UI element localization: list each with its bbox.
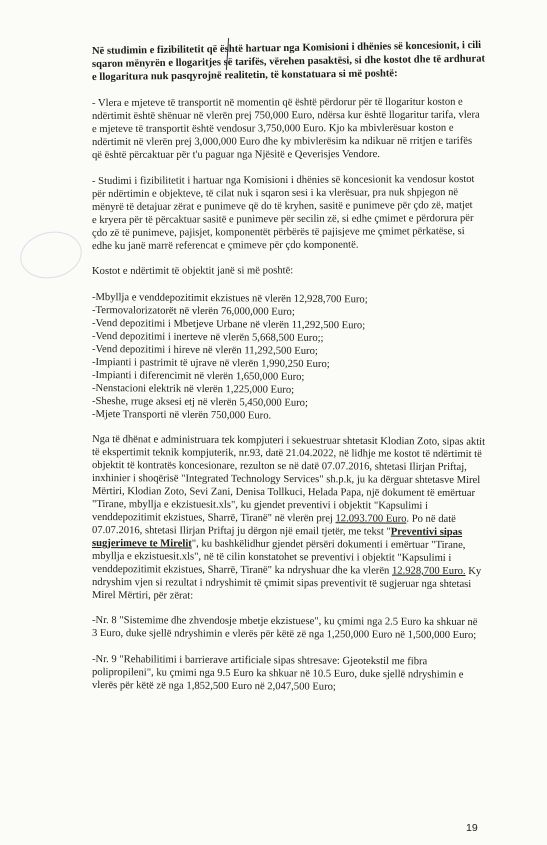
text-segment: mbyllja e ekzistuesit.xls", në të cilin konstatohet se preventivi i objektit "Kapsulimi i bbox=[91, 551, 452, 564]
text-line bbox=[92, 136, 472, 149]
text-line bbox=[92, 226, 465, 240]
text-line bbox=[92, 318, 365, 332]
text-line bbox=[92, 628, 476, 642]
text-segment: Mirel Mërtiri, për zërat: bbox=[91, 590, 194, 602]
text-segment: -Nr. 9 "Rehabilitimi i barrierave artificiale sipas shtresave: Gjeotekstil me fibra bbox=[91, 654, 428, 668]
emphasis-segment: sugjerimeve te Mirelit bbox=[91, 538, 192, 550]
text-line bbox=[92, 564, 481, 578]
text-segment: -Vend depozitimi i hireve në vlerën 11,292,500 Euro; bbox=[91, 344, 318, 357]
text-line bbox=[92, 460, 467, 474]
text-line bbox=[92, 331, 324, 345]
text-segment: polipropileni", ku çmimi nga 9.5 Euro ka shkuar në 10.5 Euro, duke sjellë ndryshimin e bbox=[91, 667, 464, 681]
text-segment: për ndërtimin e objekteve, të cilat nuk i sqaron sesi i ka vlerësuar, pra nuk shpjegon në bbox=[91, 187, 459, 200]
text-segment: mënyrë të detajuar zërat e punimeve që do të kryhen, sasitë e punimeve për çdo zë, matjet bbox=[91, 200, 473, 213]
text-line bbox=[92, 447, 482, 461]
text-segment: -Vend depozitimi i inerteve në vlerën 5,668,500 Euro;; bbox=[91, 331, 324, 345]
text-line bbox=[92, 200, 473, 214]
text-segment: -Sheshe, rruge aksesi etj në vlerën 5,450,000 Euro; bbox=[91, 396, 308, 409]
text-line bbox=[92, 357, 330, 371]
text-line bbox=[92, 344, 318, 358]
text-line bbox=[92, 654, 427, 668]
text-segment: inxhinier i shoqërisë "Integrated Technology Services" sh.p.k, ju ka dërguar shtetasve Mirel bbox=[91, 473, 481, 487]
text-line bbox=[92, 486, 475, 500]
text-line bbox=[92, 174, 475, 188]
text-line bbox=[92, 240, 359, 253]
emphasis-segment: Preventivi sipas bbox=[390, 526, 463, 538]
text-segment: 07.07.2016, shtetasi Ilirjan Priftaj ju dërgon një email tjetër, me tekst " bbox=[91, 525, 391, 538]
text-line bbox=[92, 265, 293, 278]
text-segment: edhe ku janë marrë referencat e çmimeve për çdo komponentë. bbox=[91, 239, 359, 252]
text-line bbox=[92, 409, 271, 423]
text-segment: e kryera për të përcaktuar sasitë e punimeve për secilin zë, si edhe çmimet e përdorura për bbox=[91, 213, 474, 226]
text-segment: Mërtiri, Klodian Zoto, Sevi Zani, Denisa Tollkuci, Helada Papa, një dokument të emërtuar bbox=[91, 486, 476, 500]
text-segment: sqaron mënyrën e llogaritjes së tarifës, vërehen pasaktësi, si dhe kostot dhe të ardhurat bbox=[91, 53, 486, 70]
text-segment: -Mjete Transporti në vlerën 750,000 Euro. bbox=[91, 409, 272, 422]
text-segment: e llogaritura nuk pasqyrojnë realitetin, të konstatuara si më poshtë: bbox=[91, 68, 398, 83]
text-segment: vlerës për këtë zë nga 1,852,500 Euro në 2,047,500 Euro; bbox=[91, 680, 336, 693]
text-line bbox=[92, 525, 462, 539]
text-line bbox=[92, 680, 336, 694]
text-segment: . Po në datë bbox=[406, 513, 456, 525]
text-line bbox=[92, 68, 398, 84]
text-segment: ", ku bashkëlidhur gjendet përsëri dokumenti i emërtuar "Tirane, bbox=[191, 538, 466, 551]
text-line bbox=[92, 615, 478, 629]
page-number: 19 bbox=[466, 822, 478, 834]
text-segment: 3 Euro, duke sjellë ndryshimin e vlerës për këtë zë nga 1,250,000 Euro në 1,500,000 Euro; bbox=[91, 628, 477, 642]
text-segment: -Vend depozitimi i Mbetjeve Urbane në vlerën 11,292,500 Euro; bbox=[91, 318, 366, 332]
text-segment: -Impianti i pastrimit të ujrave në vlerën 1,990,250 Euro; bbox=[91, 357, 330, 371]
text-segment: Në studimin e fizibilitetit që është hartuar nga Komisioni i dhënies së koncesionit, i cili bbox=[91, 39, 482, 57]
text-segment: -Nr. 8 "Sistemime dhe zhvendosje mbetje ekzistuese", ku çmimi nga 2.5 Euro ka shkuar në bbox=[91, 615, 478, 629]
text-line bbox=[92, 499, 428, 513]
text-line bbox=[92, 396, 308, 410]
text-line bbox=[92, 187, 458, 201]
emphasis-segment: 12.093.700 Euro bbox=[335, 513, 407, 525]
text-segment: -Nenstacioni elektrik në vlerën 1,225,000 Euro; bbox=[91, 383, 295, 396]
text-line bbox=[92, 305, 295, 319]
text-segment: ndryshim vjen si rezultat i ndryshimit të çmimit sipas preventivit të sugjeruar nga shtetasi bbox=[91, 577, 472, 590]
text-line bbox=[92, 149, 380, 162]
text-line bbox=[92, 292, 368, 306]
text-segment: venddepozitimit ekzistues, Sharrë, Tiranë" në vlerën prej bbox=[91, 512, 336, 525]
text-line bbox=[92, 213, 474, 227]
text-segment: "Tirane, mbyllja e ekzistuesit.xls", ku gjendet preventivi i objektit "Kapsulimi i bbox=[91, 499, 428, 512]
emphasis-segment: 12.928,700 Euro. bbox=[391, 565, 466, 577]
text-segment: objektit të kontratës koncesionare, rezulton se në datë 07.07.2016, shtetasi Ilirjan Priftaj, bbox=[91, 460, 467, 473]
text-segment: ndërtimit në vlerën prej 3,000,000 Euro dhe ky mbivlerësim ka ndikuar në rritjen e tarifës bbox=[91, 135, 473, 148]
text-line bbox=[92, 577, 471, 591]
text-segment: Nga të dhënat e administruara tek kompjuteri i sekuestruar shtetasit Klodian Zoto, sipas aktit bbox=[91, 434, 486, 448]
text-segment: e mjeteve të transportit është vendosur 3,750,000 Euro. Kjo ka mbivlerësuar koston e bbox=[91, 122, 454, 135]
text-line bbox=[92, 590, 193, 603]
text-segment: çdo zë të punimeve, pajisjet, komponentët përbërës të pajisjeve me çmimet përkatëse, si bbox=[91, 226, 465, 239]
text-segment: që është përcaktuar për t'u paguar nga Njësitë e Qeverisjes Vendore. bbox=[91, 148, 380, 161]
text-line bbox=[92, 383, 294, 397]
text-segment: -Impianti i diferencimit në vlerën 1,650,000 Euro; bbox=[91, 370, 305, 383]
text-line bbox=[92, 110, 480, 123]
text-line bbox=[92, 370, 305, 384]
text-segment: ndërtimit është shënuar në vlerën prej 750,000 Euro, ndërsa kur është llogaritur tarifa, vlera bbox=[91, 109, 480, 122]
text-segment: Ky bbox=[465, 565, 482, 578]
text-segment: të ekspertimit teknik kompjuterik, nr.93, datë 21.04.2022, në lidhje me kostot të ndërtimit të bbox=[91, 447, 482, 461]
text-line bbox=[92, 123, 454, 136]
text-segment: -Mbyllja e venddepozitimit ekzistues në vlerën 12,928,700 Euro; bbox=[91, 292, 368, 306]
faded-stamp bbox=[16, 226, 86, 284]
text-segment: Kostot e ndërtimit të objektit janë si më poshtë: bbox=[91, 265, 294, 277]
text-line bbox=[92, 512, 456, 526]
text-line bbox=[92, 473, 480, 487]
text-line bbox=[92, 97, 463, 110]
text-segment: - Vlera e mjeteve të transportit në momentin që është përdorur për të llogaritur koston e bbox=[91, 96, 463, 109]
text-segment: - Studimi i fizibilitetit i hartuar nga Komisioni i dhënies së koncesionit ka vendosur kostot bbox=[91, 173, 475, 187]
text-line bbox=[92, 538, 465, 552]
text-segment: -Termovalorizatorët në vlerën 76,000,000 Euro; bbox=[91, 305, 295, 318]
text-segment: venddepozitimit ekzistues, Sharrë, Tiranë" ka ndryshuar dhe ka vlerën bbox=[91, 564, 393, 577]
text-line bbox=[92, 551, 451, 565]
